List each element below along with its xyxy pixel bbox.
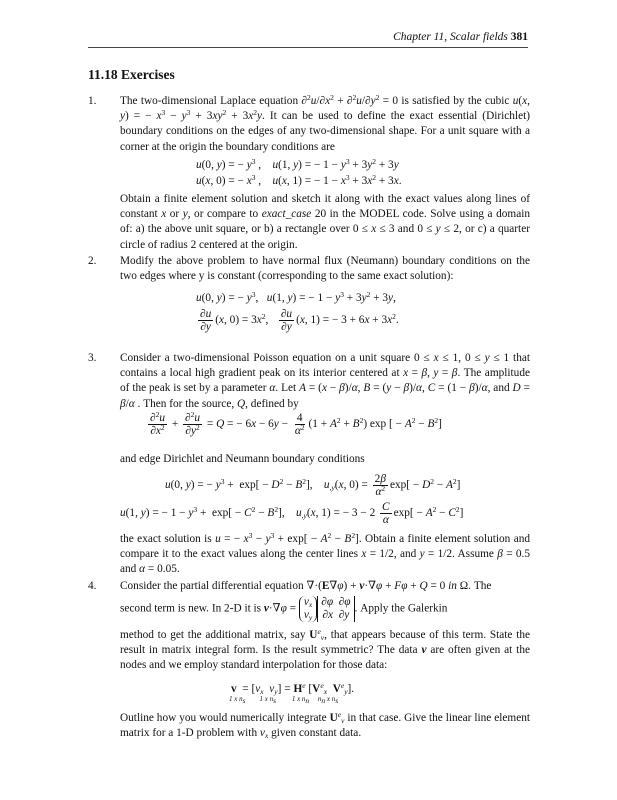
exercise-3-text: Consider a two-dimensional Poisson equation on a unit square 0 ≤ x ≤ 1, 0 ≤ y ≤ 1 that contains a local high gradient peak on its interior centered at x = β, y = β. The amplitude of the peak is set by a parameter α. Let A = (x − β)/α, B = (y − β)/α, C = (1 − β)/α, and D = β/α . Then for the source, Q, defined by bbox=[120, 352, 530, 410]
page-header bbox=[360, 31, 528, 43]
exercise-3-eq-3: u(1, y) = − $1 - y^3 + \exp[ - C^2 - B^2]$, $u_{,y}(x$, 1) = − 3 − 2 $\frac{C}{\alpha}$ $\exp[ - A^2 - C^2]$ bbox=[120, 501, 464, 526]
exercise-1-eq-1: u(0, y) = − $y^3$ , u(1, y) = − $1 - y^3 + 3y^2 + 3y$ bbox=[196, 157, 399, 171]
exercise-4-eq-1: $v = [v_x$ $v_y] = H^e$ [$V^e_x$ $V^e_y$]. bbox=[231, 681, 355, 696]
exercise-3-text-3: the exact solution is u = − $x^3 - y^3 + \exp[ - A^2 - B^2]$. Obtain a finite element solution and compare it to the exact values along the center lines x = 1/2, and y = 1/2. Assume β = 0.5 and α = 0.05. bbox=[120, 531, 531, 576]
exercise-3-number: 3. bbox=[88, 352, 97, 364]
exercise-1-eq-2: u(x, 0) = − $x^3$ , u(x, 1) = − $1 - x^3 + 3x^2 + 3x$. bbox=[196, 173, 402, 187]
exercise-4-text-b: second term is new. In 2-D it is $v\cdot\nabla\varphi = v_x$ $v_y\partial\varphi$ ∂φ ∂x ∂y. Apply the Galerkin bbox=[120, 596, 448, 622]
exercise-3-eq-1: $\frac{\partial^2u}{\partial x^2}$ + $\frac{\partial^2u}{\partial y^2}$ = Q = − 6x − 6y − $\frac{4}{\alpha^2}$ $(1 + A^2 + B^2)$ exp [ − $A^2 - B^2$] bbox=[150, 410, 442, 437]
exercise-1-text-2: Obtain a finite element solution and sketch it along with the exact values along lines of constant x or y, or compare to exact_case 20 in the MODEL code. Solve using a domain of: a) the above unit square, or b) a rectangle over 0 ≤ x ≤ 3 and 0 ≤ y ≤ 2, or c) a quarter circle of radius 2 centered at the origin. bbox=[120, 193, 530, 251]
exercise-2-eq-2: $\frac{\partial u}{\partial y}$ (x, $0) = 3x^2$, $\frac{\partial u}{\partial y}$ (x, 1) = − $3 + 6x + 3x^2$. bbox=[200, 308, 399, 333]
page-number: 381 bbox=[510, 31, 528, 43]
exercise-4-text-2: method to get the additional matrix, say $U^e_v$, that appears because of this term. State the result in matrix integral form. Is the result symmetric? The data v are often given at the nodes and we employ standard interpolation for those data: bbox=[120, 627, 530, 672]
exercise-3-eq-2: u(0, y) = − $y^3 + \exp[ - D^2 - B^2]$, $u_{,y}(x$, 0) = $\frac{2\beta}{\alpha^2}$ $\exp[ - D^2 - A^2]$ bbox=[165, 473, 461, 498]
exercise-4-number: 4. bbox=[88, 580, 97, 592]
exercise-4-text: Consider the partial differential equation ∇·(E∇φ) + v·∇φ + Fφ + Q = 0 in Ω. The bbox=[120, 580, 492, 592]
exercise-2-eq-1: u(0, y) = − $y^3$, u(1, y) = − $1 - y^3 + 3y^2 + 3y$, bbox=[196, 290, 396, 304]
exercise-4-eq-dims: 1 x $n_s$ 1 x $n_s$ 1 x $n_n$ $n_n$ x $n_s$ bbox=[229, 695, 339, 705]
exercise-4-text-3: Outline how you would numerically integrate $U^e_v$ in that case. Give the linear line element matrix for a 1-D problem with $v_x$ given constant data. bbox=[120, 710, 530, 741]
section-title: 11.18 Exercises bbox=[88, 67, 175, 82]
exercise-2-number: 2. bbox=[88, 255, 97, 267]
exercise-3-text-2: and edge Dirichlet and Neumann boundary conditions bbox=[120, 453, 365, 465]
exercise-1-text: The two-dimensional Laplace equation $\partial^2u/\partial x^2 + \partial^2u/\partial y^2 = 0$ is satisfied by the cubic u(x, y) = − $x^3 - y^3 + 3xy^2 + 3x^2y$. It can be used to define the exact essential (Dirichlet) boundary conditions on the edges of any two-dimensional shape. For a unit square with a corner at the origin the boundary conditions are bbox=[120, 93, 530, 153]
header-rule bbox=[88, 47, 528, 48]
exercise-2-text: Modify the above problem to have normal flux (Neumann) boundary conditions on the two edges where y is constant (corresponding to the same exact solution): bbox=[120, 255, 530, 283]
chapter-title: Chapter 11, Scalar fields bbox=[393, 31, 508, 43]
exercise-1-number: 1. bbox=[88, 95, 97, 107]
